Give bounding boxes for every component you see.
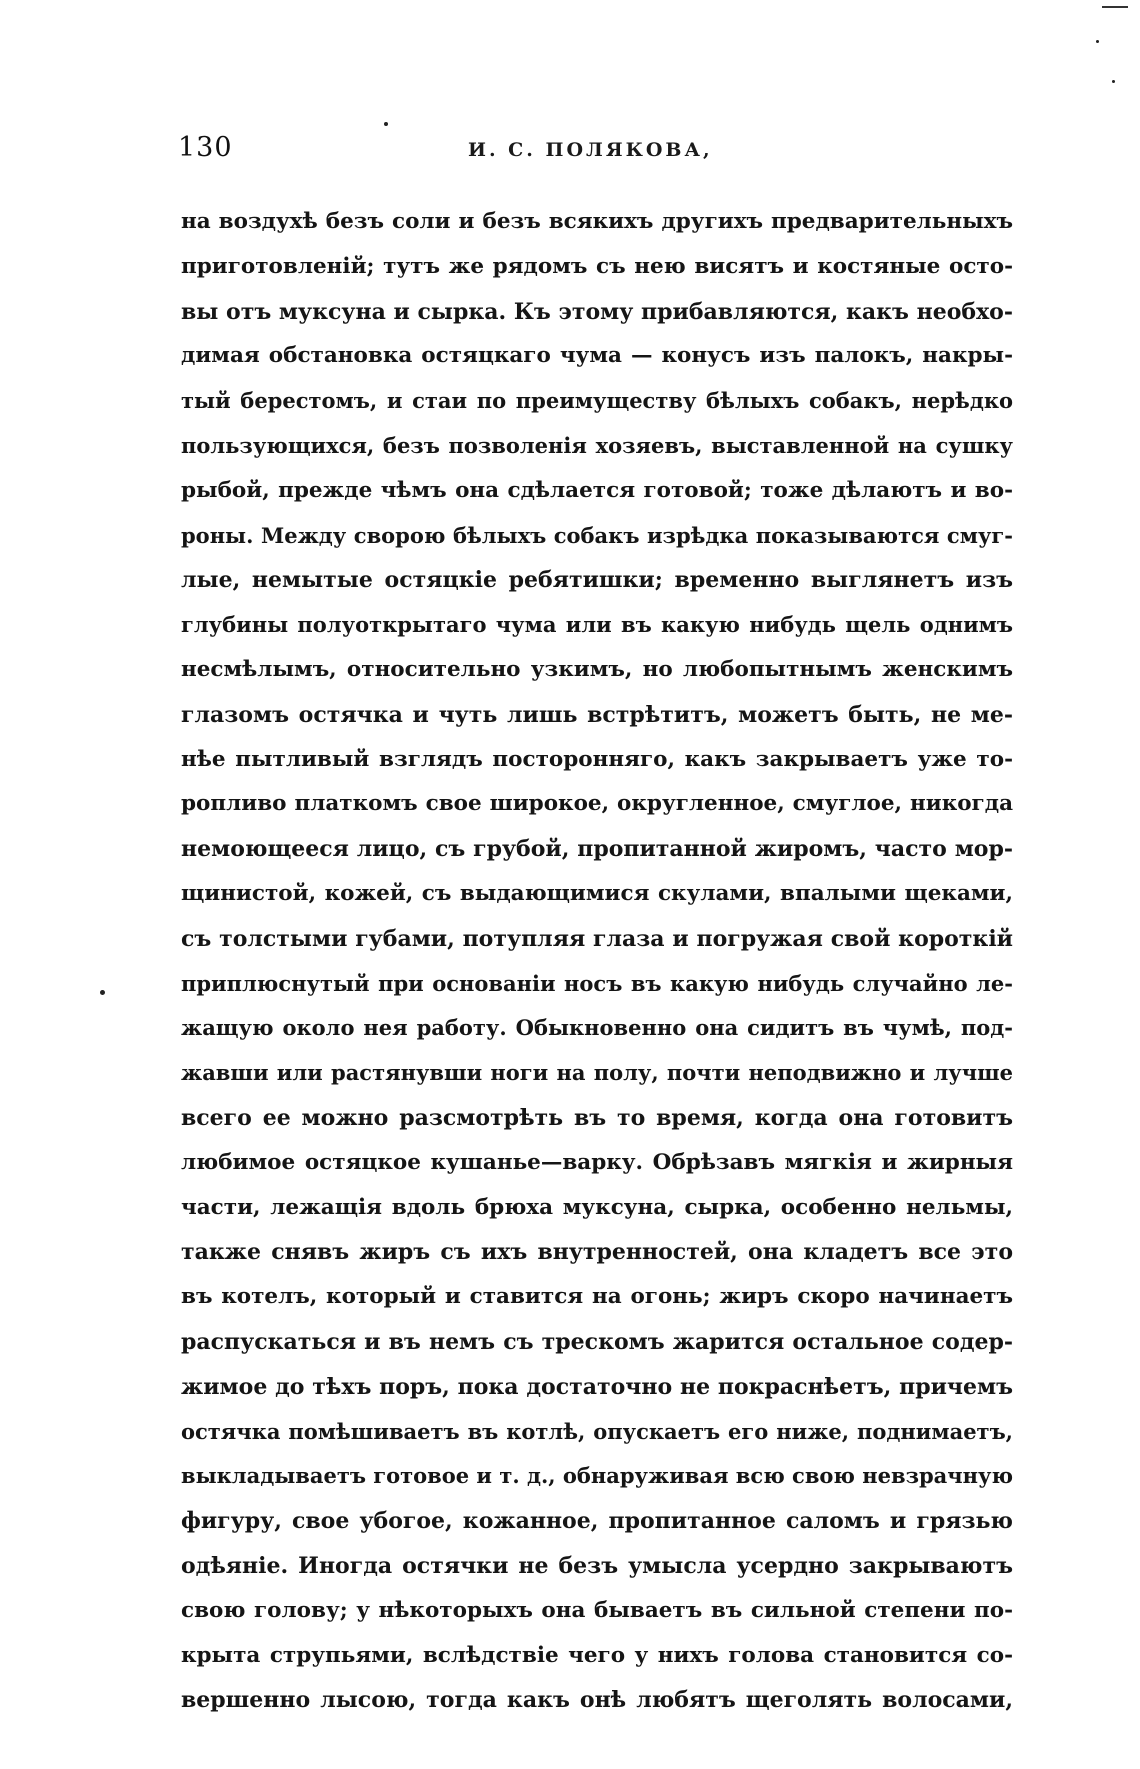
text-line: вершенно лысою, тогда какъ онѣ любятъ щеголять волосами, (181, 1687, 1013, 1714)
scan-speck (1096, 40, 1099, 43)
text-line: глазомъ остячка и чуть лишь встрѣтитъ, можетъ быть, не ме- (181, 701, 1013, 728)
text-line: ропливо платкомъ свое широкое, округленное, смуглое, никогда (181, 791, 1013, 817)
text-line: свою голову; у нѣкоторыхъ она бываетъ въ сильной степени по- (181, 1597, 1013, 1623)
text-line: крыта струпьями, вслѣдствіе чего у нихъ голова становится со- (181, 1642, 1013, 1668)
text-line: вы отъ муксуна и сырка. Къ этому прибавляются, какъ необхо- (181, 298, 1013, 325)
text-line: фигуру, свое убогое, кожанное, пропитанное саломъ и грязью (181, 1508, 1013, 1535)
scan-speck (1112, 80, 1115, 83)
text-line: рыбой, прежде чѣмъ она сдѣлается готовой; тоже дѣлаютъ и во- (181, 477, 1013, 503)
text-line: съ толстыми губами, потупляя глаза и погружая свой короткій (181, 925, 1013, 952)
text-line: приплюснутый при основаніи носъ въ какую нибудь случайно ле- (181, 970, 1013, 996)
scan-speck (384, 122, 388, 126)
scan-speck (100, 990, 105, 995)
text-line: нѣе пытливый взглядъ посторонняго, какъ закрываетъ уже то- (181, 746, 1013, 772)
page-header (178, 132, 1013, 172)
text-line: также снявъ жиръ съ ихъ внутренностей, она кладетъ все это (181, 1239, 1013, 1266)
text-line: въ котелъ, который и ставится на огонь; жиръ скоро начинаетъ (181, 1284, 1013, 1310)
text-line: несмѣлымъ, относительно узкимъ, но любопытнымъ женскимъ (181, 656, 1013, 682)
text-line: жавши или растянувши ноги на полу, почти неподвижно и лучше (181, 1060, 1013, 1086)
text-line: части, лежащія вдоль брюха муксуна, сырка, особенно нельмы, (181, 1194, 1013, 1220)
text-line: жащую около нея работу. Обыкновенно она сидитъ въ чумѣ, под- (181, 1015, 1013, 1041)
text-line: щинистой, кожей, съ выдающимися скулами, впалыми щеками, (181, 880, 1013, 906)
text-line: распускаться и въ немъ съ трескомъ жарится остальное содер- (181, 1328, 1013, 1355)
text-line: глубины полуоткрытаго чума или въ какую нибудь щель однимъ (181, 612, 1013, 638)
text-line: пользующихся, безъ позволенія хозяевъ, выставленной на сушку (181, 432, 1013, 458)
text-line: лые, немытые остяцкіе ребятишки; временно выглянетъ изъ (181, 567, 1013, 594)
text-line: любимое остяцкое кушанье—варку. Обрѣзавъ мягкія и жирныя (181, 1149, 1013, 1175)
text-line: выкладываетъ готовое и т. д., обнаруживая всю свою невзрачную (181, 1463, 1013, 1489)
text-line: роны. Между сворою бѣлыхъ собакъ изрѣдка показываются смуг- (181, 522, 1013, 548)
text-line: приготовленій; тутъ же рядомъ съ нею висятъ и костяные осто- (181, 253, 1013, 279)
text-line: остячка помѣшиваетъ въ котлѣ, опускаетъ его ниже, поднимаетъ, (181, 1418, 1013, 1444)
page-number: 130 (178, 132, 233, 163)
text-line: немоющееся лицо, съ грубой, пропитанной жиромъ, часто мор- (181, 836, 1013, 863)
text-line: димая обстановка остяцкаго чума — конусъ изъ палокъ, накры- (181, 343, 1013, 369)
text-line: тый берестомъ, и стаи по преимуществу бѣлыхъ собакъ, нерѣдко (181, 388, 1013, 414)
body-text (181, 200, 1013, 1723)
text-line: на воздухѣ безъ соли и безъ всякихъ другихъ предварительныхъ (181, 209, 1013, 234)
text-line: жимое до тѣхъ поръ, пока достаточно не покраснѣетъ, причемъ (181, 1373, 1013, 1400)
text-line: одѣяніе. Иногда остячки не безъ умысла усердно закрываютъ (181, 1552, 1013, 1579)
text-line: всего ее можно разсмотрѣть въ то время, когда она готовитъ (181, 1104, 1013, 1131)
scan-mark (1102, 6, 1128, 8)
running-head: И. С. ПОЛЯКОВА, (468, 139, 713, 161)
